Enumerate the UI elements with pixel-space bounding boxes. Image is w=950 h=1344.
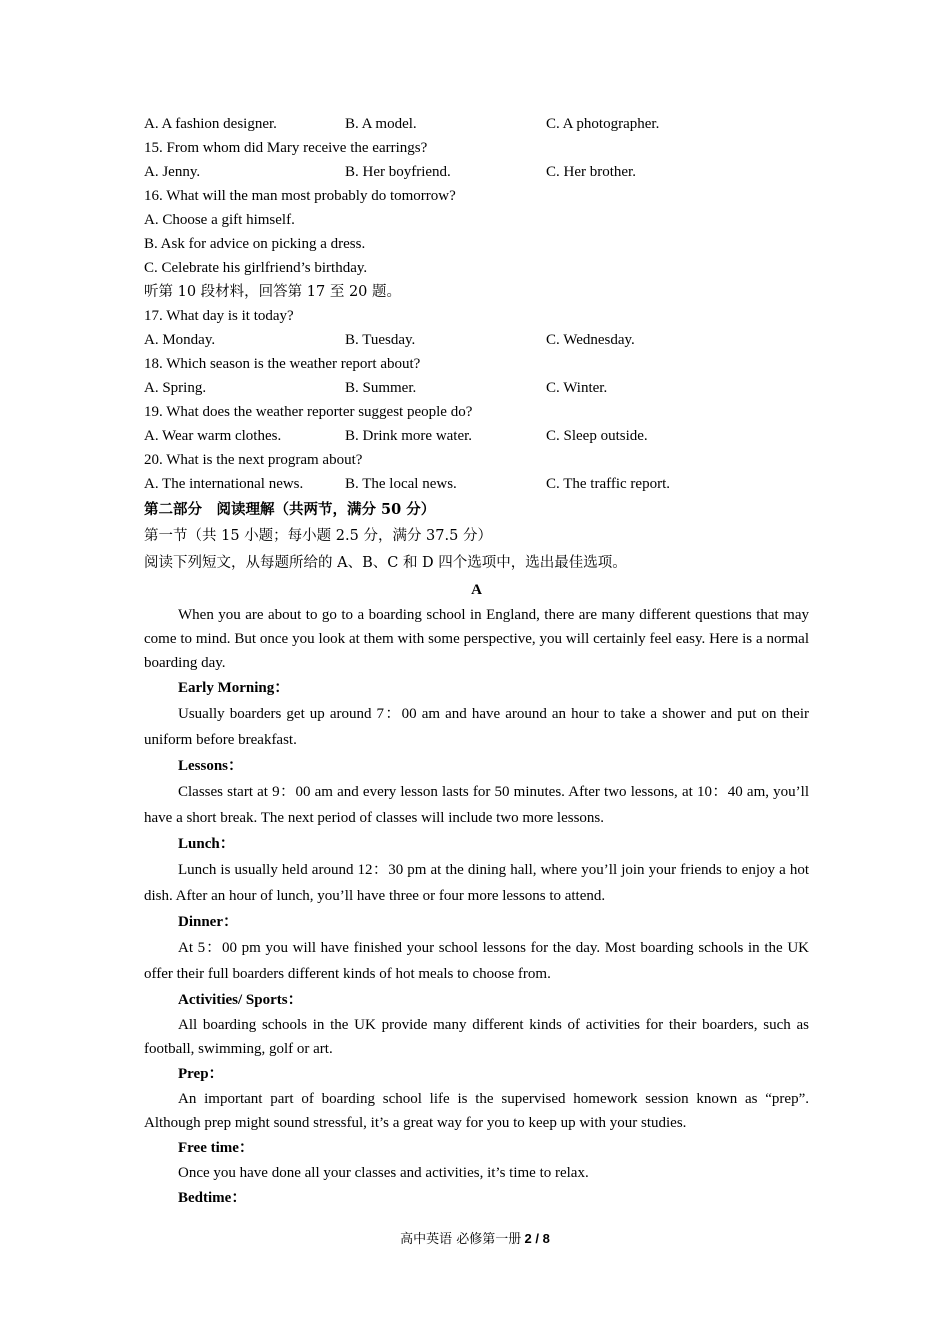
q18-option-a: A. Spring. [144, 380, 207, 396]
footer-label: 高中英语 必修第一册 [400, 1232, 522, 1247]
q15-question: 15. From whom did Mary receive the earrings? [144, 140, 428, 156]
q19-options [144, 424, 809, 448]
q15-options [144, 160, 809, 184]
heading-lessons: Lessons： [178, 758, 244, 774]
page-footer [0, 1227, 950, 1252]
para-lessons: Classes start at 9：00 am and every lesson lasts for 50 minutes. After two lessons, at 10：40 am, you’ll have a short break. The next period of classes will include two more lessons. [144, 784, 809, 826]
section-one-title: 第一节（共 15 小题；每小题 2.5 分，满分 37.5 分） [144, 528, 492, 544]
reading-instruction: 阅读下列短文，从每题所给的 A、B、C 和 D 四个选项中，选出最佳选项。 [144, 555, 627, 571]
q19-option-c: C. Sleep outside. [546, 428, 648, 444]
part-two-title: 第二部分 阅读理解（共两节，满分 50 分） [144, 501, 436, 518]
document-page [144, 112, 809, 1211]
q16-option-c: C. Celebrate his girlfriend’s birthday. [144, 260, 368, 276]
heading-early-morning: Early Morning： [178, 680, 290, 696]
heading-bedtime: Bedtime： [178, 1190, 247, 1206]
para-activities: All boarding schools in the UK provide many different kinds of activities for their boarders, such as football, swimming, golf or art. [144, 1017, 809, 1057]
q14-options [144, 112, 809, 136]
q17-option-a: A. Monday. [144, 332, 216, 348]
q17-question: 17. What day is it today? [144, 308, 294, 324]
page-number: 2 / 8 [524, 1231, 550, 1246]
q19-question: 19. What does the weather reporter suggest people do? [144, 404, 473, 420]
q20-option-a: A. The international news. [144, 476, 304, 492]
q20-question: 20. What is the next program about? [144, 452, 363, 468]
para-dinner: At 5：00 pm you will have finished your school lessons for the day. Most boarding schools in the UK offer their full boarders different kinds of hot meals to choose from. [144, 940, 809, 982]
q14-option-a: A. A fashion designer. [144, 116, 277, 132]
q18-options [144, 376, 809, 400]
q15-option-b: B. Her boyfriend. [345, 164, 451, 180]
q18-question: 18. Which season is the weather report about? [144, 356, 421, 372]
q14-option-b: B. A model. [345, 116, 417, 132]
heading-activities: Activities/ Sports： [178, 992, 303, 1008]
para-prep: An important part of boarding school life is the supervised homework session known as “prep”. Although prep might sound stressful, it’s a great way for you to keep up with your studies. [144, 1091, 809, 1131]
q16-question: 16. What will the man most probably do tomorrow? [144, 188, 456, 204]
heading-prep: Prep： [178, 1066, 224, 1082]
q17-option-b: B. Tuesday. [345, 332, 416, 348]
heading-lunch: Lunch： [178, 836, 235, 852]
para-early-morning: Usually boarders get up around 7：00 am and have around an hour to take a shower and put on their uniform before breakfast. [144, 706, 809, 748]
q18-option-c: C. Winter. [546, 380, 608, 396]
q20-options [144, 472, 809, 496]
para-lunch: Lunch is usually held around 12：30 pm at the dining hall, where you’ll join your friends to enjoy a hot dish. After an hour of lunch, you’ll have three or four more lessons to attend. [144, 862, 809, 904]
passage-label: A [471, 582, 482, 598]
para-free-time: Once you have done all your classes and activities, it’s time to relax. [178, 1165, 589, 1181]
heading-dinner: Dinner： [178, 914, 239, 930]
q15-option-a: A. Jenny. [144, 164, 201, 180]
q18-option-b: B. Summer. [345, 380, 417, 396]
q17-option-c: C. Wednesday. [546, 332, 635, 348]
section-10-instruction: 听第 10 段材料，回答第 17 至 20 题。 [144, 284, 402, 300]
q20-option-c: C. The traffic report. [546, 476, 670, 492]
passage-intro: When you are about to go to a boarding school in England, there are many different questions that may come to mind. But once you look at them with some perspective, you will certainly feel easy. Here is a normal boarding day. [144, 607, 809, 671]
heading-free-time: Free time： [178, 1140, 254, 1156]
q15-option-c: C. Her brother. [546, 164, 636, 180]
q14-option-c: C. A photographer. [546, 116, 660, 132]
q16-option-a: A. Choose a gift himself. [144, 212, 295, 228]
q16-option-b: B. Ask for advice on picking a dress. [144, 236, 366, 252]
q19-option-a: A. Wear warm clothes. [144, 428, 282, 444]
q17-options [144, 328, 809, 352]
q20-option-b: B. The local news. [345, 476, 457, 492]
q19-option-b: B. Drink more water. [345, 428, 473, 444]
